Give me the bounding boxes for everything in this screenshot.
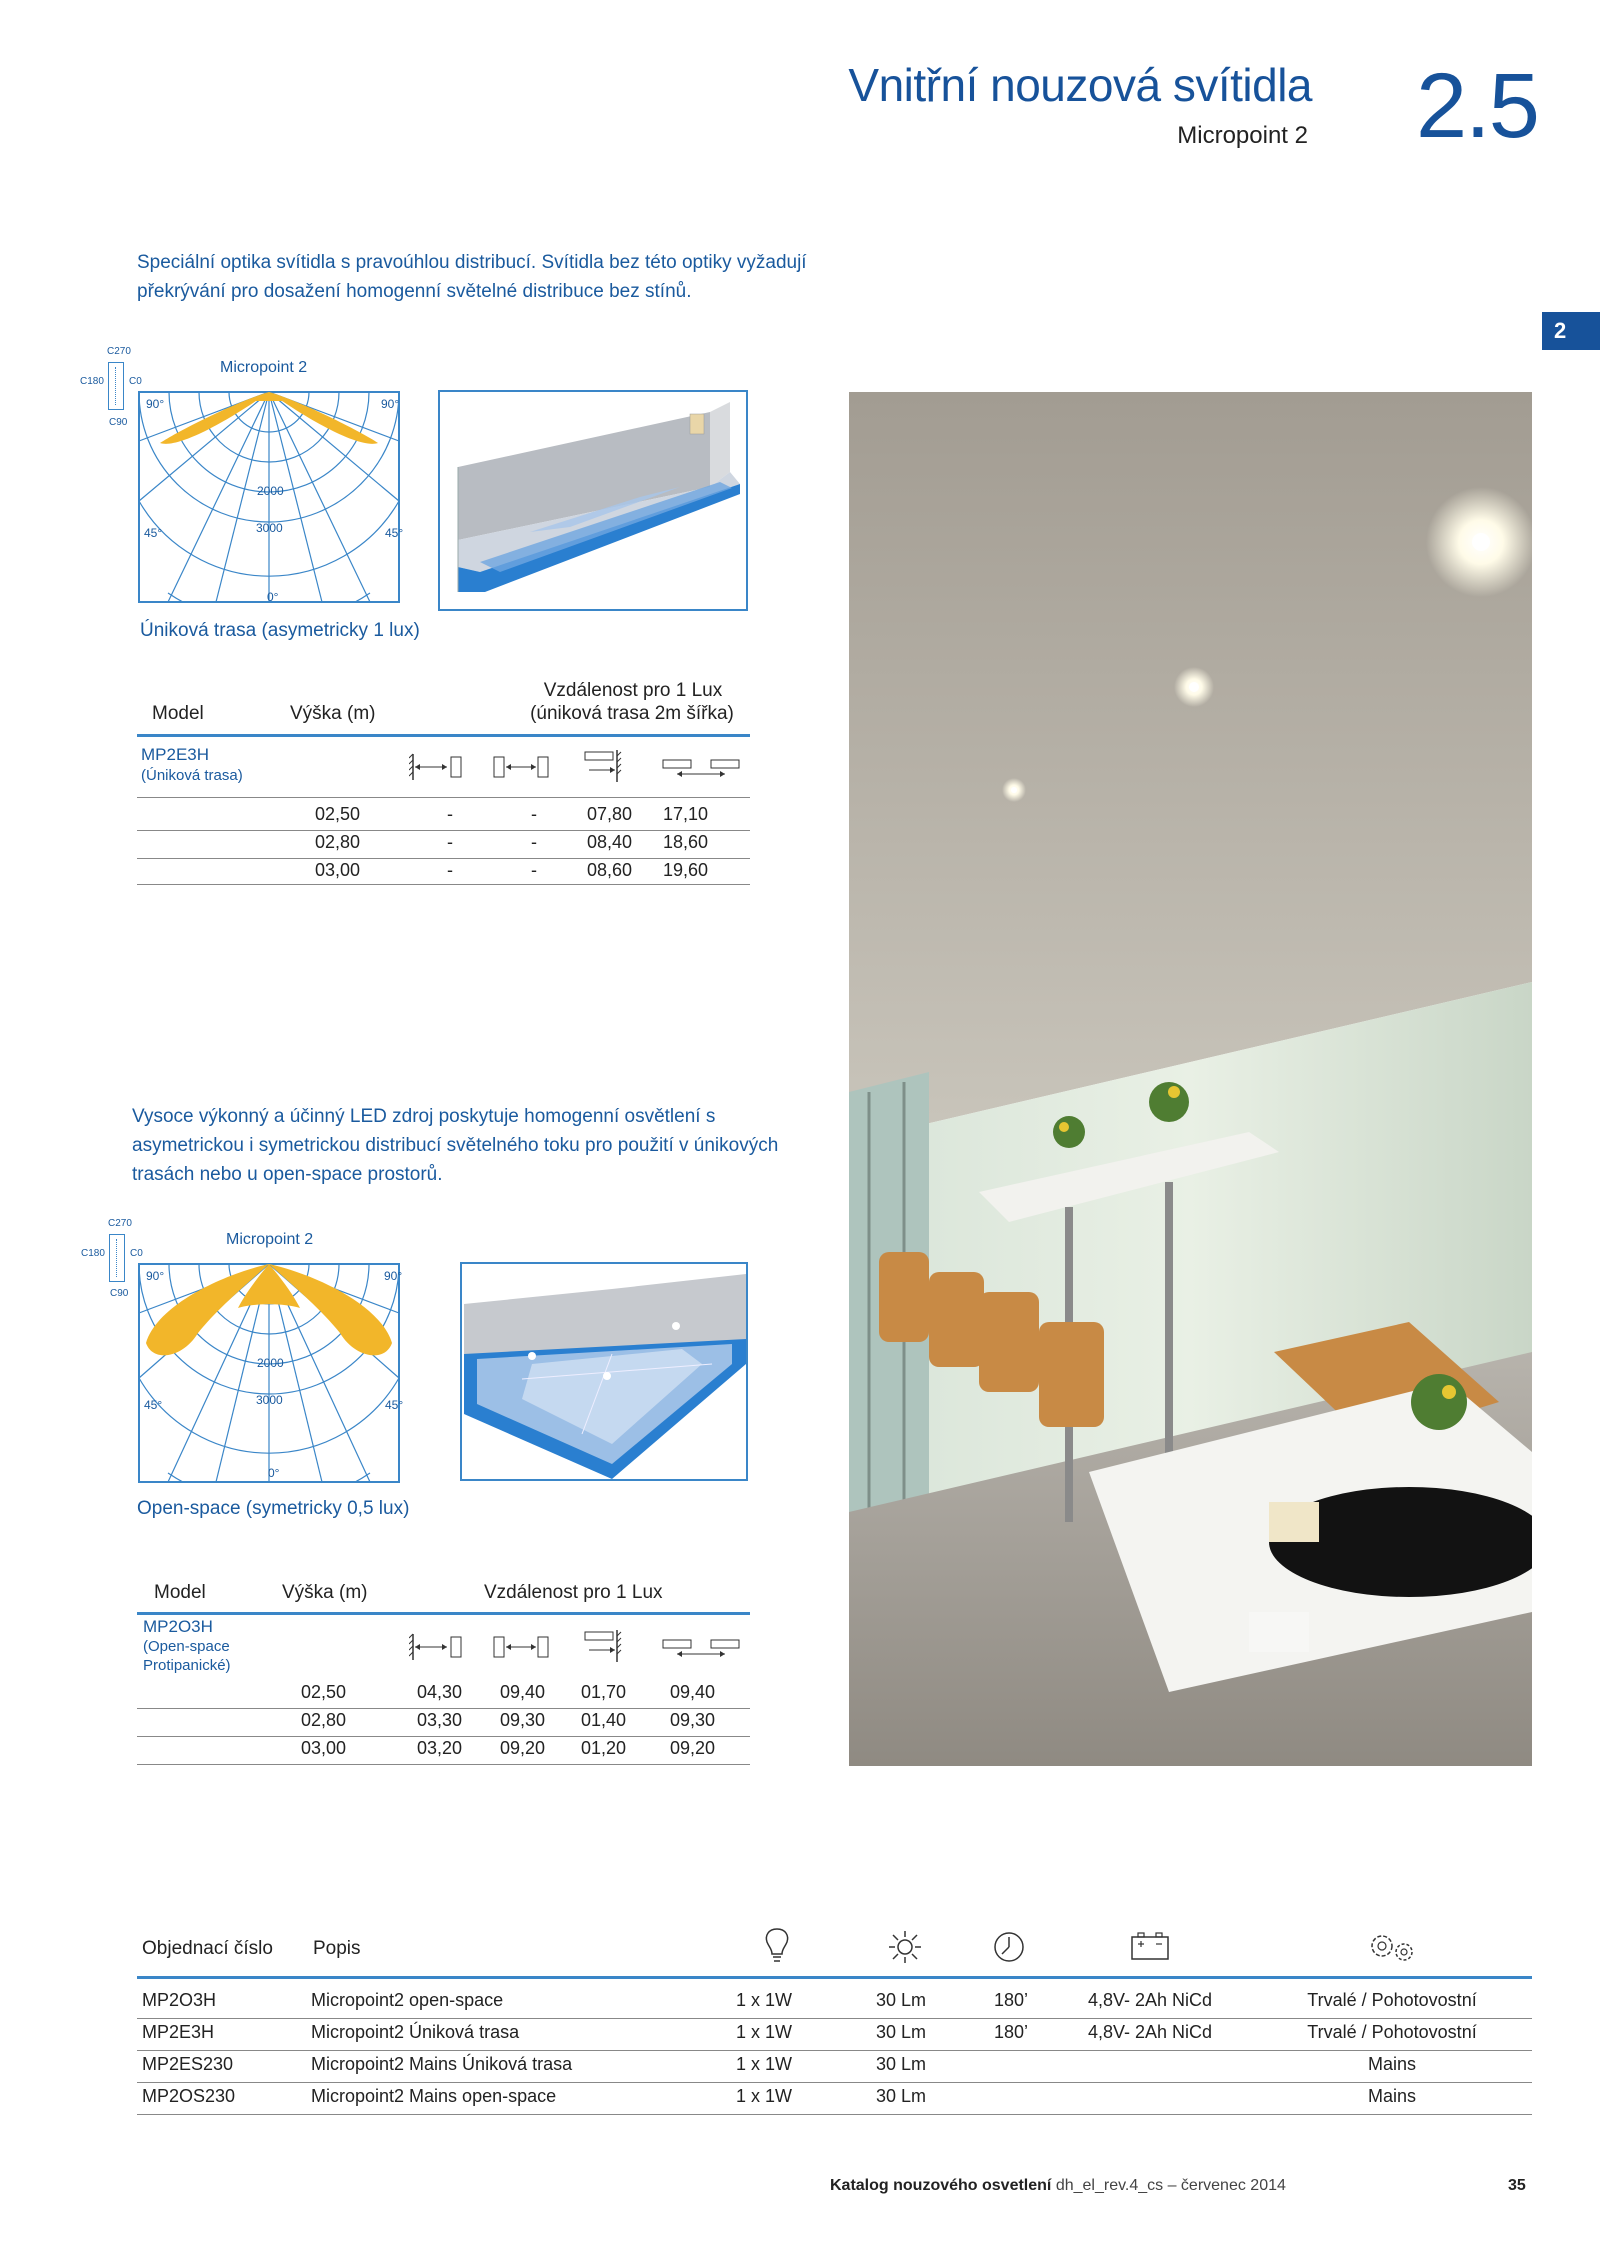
footer-revision: dh_el_rev.4_cs – červenec 2014 xyxy=(1055,2177,1286,2194)
polar-c90: C90 xyxy=(110,1288,129,1299)
order-time: 180’ xyxy=(994,2022,1029,2042)
table1-val-c: 08,40 xyxy=(587,832,633,852)
polar-c90: C90 xyxy=(109,417,128,428)
table2-row-rule xyxy=(137,1736,750,1737)
order-desc: Micropoint2 Úniková trasa xyxy=(311,2022,520,2042)
polar-diagram-2 xyxy=(80,1216,480,1486)
order-time: 180’ xyxy=(994,1990,1029,2010)
polar-left-45: 45° xyxy=(144,526,163,540)
polar-c0: C0 xyxy=(130,1248,143,1259)
table1-val-a: - xyxy=(447,832,453,852)
table1-val-a: - xyxy=(447,804,453,824)
table2-col-height: Výška (m) xyxy=(282,1582,368,1603)
order-lumen: 30 Lm xyxy=(876,1990,927,2010)
luminaire-row-icon xyxy=(661,756,743,780)
table1-val-b: - xyxy=(531,860,537,880)
table2-val-c: 01,70 xyxy=(581,1682,627,1702)
table2-bottom-rule xyxy=(137,1764,750,1765)
table1-col-distance-1: Vzdálenost pro 1 Lux xyxy=(543,680,723,701)
table1-model-code: MP2E3H xyxy=(141,745,210,764)
section2-intro: Vysoce výkonný a účinný LED zdroj poskytuje homogenní osvětlení s asymetrickou i symetrickou distribucí světelného toku pro použití v únikových trasách nebo u open-space prostorů. xyxy=(132,1106,779,1185)
distance-table-open-space xyxy=(137,1582,750,1770)
table1-bottom-rule xyxy=(137,884,750,885)
polar-zero: 0° xyxy=(267,590,279,604)
page-subtitle: Micropoint 2 xyxy=(1177,122,1308,149)
table1-val-c: 07,80 xyxy=(587,804,633,824)
order-code: MP2E3H xyxy=(142,2022,215,2042)
table1-val-b: - xyxy=(531,804,537,824)
polar-left-45: 45° xyxy=(144,1398,163,1412)
polar-c180: C180 xyxy=(80,376,104,387)
page-title: Vnitřní nouzová svítidla xyxy=(848,59,1312,111)
order-desc: Micropoint2 Mains open-space xyxy=(311,2086,557,2106)
polar-ring-3000: 3000 xyxy=(256,1393,283,1407)
luminaire-row-icon xyxy=(661,1636,743,1660)
table1-col-height: Výška (m) xyxy=(290,703,376,724)
order-code: MP2OS230 xyxy=(142,2086,236,2106)
table1-height: 02,50 xyxy=(315,804,361,824)
table2-row xyxy=(137,1682,750,1707)
order-row xyxy=(137,2084,1532,2114)
order-row-rule xyxy=(137,2050,1532,2051)
table1-val-a: - xyxy=(447,860,453,880)
table2-val-d: 09,40 xyxy=(670,1682,716,1702)
table2-col-distance: Vzdálenost pro 1 Lux xyxy=(484,1582,663,1603)
table2-model-desc-1: (Open-space xyxy=(143,1638,230,1655)
polar-left-90: 90° xyxy=(146,1269,165,1283)
section-number: 2.5 xyxy=(1416,55,1538,157)
polar-right-45: 45° xyxy=(385,1398,404,1412)
order-mode: Mains xyxy=(1367,2054,1416,2074)
order-power: 1 x 1W xyxy=(736,2022,793,2042)
order-row xyxy=(137,2020,1532,2050)
polar-right-45: 45° xyxy=(385,526,404,540)
order-desc: Micropoint2 Mains Úniková trasa xyxy=(311,2054,573,2074)
clock-icon xyxy=(992,1930,1026,1964)
order-code: MP2O3H xyxy=(142,1990,217,2010)
table2-col-model: Model xyxy=(154,1582,206,1603)
section1-caption: Úniková trasa (asymetricky 1 lux) xyxy=(140,620,420,641)
table1-row-rule xyxy=(137,797,750,798)
section1-intro: Speciální optika svítidla s pravoúhlou distribucí. Svítidla bez této optiky vyžadují překrývání pro dosažení homogenní světelné distribuce bez stínů. xyxy=(137,252,807,302)
order-row-rule xyxy=(137,2082,1532,2083)
table2-height: 03,00 xyxy=(301,1738,347,1758)
table2-val-d: 09,20 xyxy=(670,1738,716,1758)
table2-val-b: 09,30 xyxy=(500,1710,546,1730)
polar-c270: C270 xyxy=(107,346,131,357)
table1-height: 03,00 xyxy=(315,860,361,880)
polar-diagram-1 xyxy=(80,344,480,604)
order-row xyxy=(137,1988,1532,2018)
distance-table-escape xyxy=(137,680,750,885)
wall-distance-end-icon xyxy=(583,748,623,784)
polar-c0: C0 xyxy=(129,376,142,387)
polar-ring-3000: 3000 xyxy=(256,521,283,535)
footer-catalog: Katalog nouzového osvetlení xyxy=(830,2177,1052,2194)
luminaire-to-luminaire-icon xyxy=(492,752,552,782)
gears-icon xyxy=(1364,1930,1422,1966)
table1-row-rule xyxy=(137,830,750,831)
polar-c270: C270 xyxy=(108,1218,132,1229)
order-desc: Micropoint2 open-space xyxy=(311,1990,504,2010)
table1-row-rule xyxy=(137,858,750,859)
order-power: 1 x 1W xyxy=(736,1990,793,2010)
table1-val-d: 19,60 xyxy=(663,860,709,880)
order-col-code: Objednací číslo xyxy=(142,1938,273,1959)
table2-model-code: MP2O3H xyxy=(143,1617,213,1636)
polar-grid-2 xyxy=(138,1263,403,1483)
order-row-rule xyxy=(137,2018,1532,2019)
table2-val-c: 01,20 xyxy=(581,1738,627,1758)
table1-header-rule xyxy=(137,734,750,737)
table1-height: 02,80 xyxy=(315,832,361,852)
table2-val-d: 09,30 xyxy=(670,1710,716,1730)
product-photo xyxy=(849,392,1532,1766)
polar-title: Micropoint 2 xyxy=(220,359,308,376)
polar-right-90: 90° xyxy=(384,1269,403,1283)
polar-ring-2000: 2000 xyxy=(257,1356,284,1370)
table1-val-b: - xyxy=(531,832,537,852)
table1-row xyxy=(137,860,750,885)
table2-row xyxy=(137,1738,750,1763)
polar-zero: 0° xyxy=(268,1466,280,1480)
polar-c180: C180 xyxy=(81,1248,105,1259)
order-lumen: 30 Lm xyxy=(876,2086,927,2106)
polar-ring-2000: 2000 xyxy=(257,484,284,498)
battery-icon xyxy=(1130,1931,1170,1961)
order-mode: Trvalé / Pohotovostní xyxy=(1307,2022,1477,2042)
table2-header-rule xyxy=(137,1612,750,1615)
table1-val-d: 18,60 xyxy=(663,832,709,852)
order-power: 1 x 1W xyxy=(736,2054,793,2074)
luminaire-to-luminaire-icon xyxy=(492,1632,552,1662)
open-space-illustration xyxy=(460,1262,748,1481)
corridor-illustration xyxy=(438,390,748,611)
table2-model-desc-2: Protipanické) xyxy=(143,1657,231,1674)
wall-to-luminaire-icon xyxy=(409,752,465,782)
page-number: 35 xyxy=(1508,2177,1526,2194)
table1-val-c: 08,60 xyxy=(587,860,633,880)
wall-to-luminaire-icon xyxy=(409,1632,465,1662)
table2-height: 02,80 xyxy=(301,1710,347,1730)
table1-row xyxy=(137,832,750,857)
footer xyxy=(830,2177,1286,2195)
order-lumen: 30 Lm xyxy=(876,2022,927,2042)
order-bottom-rule xyxy=(137,2114,1532,2115)
order-row xyxy=(137,2052,1532,2082)
chapter-tab-label: 2 xyxy=(1554,318,1567,343)
luminaire-outline-icon xyxy=(108,362,124,410)
table2-height: 02,50 xyxy=(301,1682,347,1702)
order-table xyxy=(137,1918,1532,2118)
order-power: 1 x 1W xyxy=(736,2086,793,2106)
table2-row xyxy=(137,1710,750,1735)
order-lumen: 30 Lm xyxy=(876,2054,927,2074)
table2-val-c: 01,40 xyxy=(581,1710,627,1730)
sun-icon xyxy=(888,1930,922,1964)
order-battery: 4,8V- 2Ah NiCd xyxy=(1088,1990,1213,2010)
table1-val-d: 17,10 xyxy=(663,804,709,824)
luminaire-outline-icon xyxy=(109,1234,125,1282)
table2-val-a: 04,30 xyxy=(417,1682,463,1702)
table1-row xyxy=(137,804,750,829)
table2-val-a: 03,30 xyxy=(417,1710,463,1730)
table2-val-b: 09,20 xyxy=(500,1738,546,1758)
order-header-rule xyxy=(137,1976,1532,1979)
order-code: MP2ES230 xyxy=(142,2054,234,2074)
polar-title: Micropoint 2 xyxy=(226,1231,314,1248)
section2-caption: Open-space (symetricky 0,5 lux) xyxy=(137,1498,410,1519)
table1-col-model: Model xyxy=(152,703,204,724)
polar-left-90: 90° xyxy=(146,397,165,411)
polar-right-90: 90° xyxy=(381,397,400,411)
table2-row-rule xyxy=(137,1708,750,1709)
order-mode: Trvalé / Pohotovostní xyxy=(1307,1990,1477,2010)
table1-model-desc: (Úniková trasa) xyxy=(141,767,243,784)
lamp-icon xyxy=(762,1926,792,1966)
order-mode: Mains xyxy=(1367,2086,1416,2106)
table2-val-a: 03,20 xyxy=(417,1738,463,1758)
order-col-desc: Popis xyxy=(313,1938,361,1959)
table2-val-b: 09,40 xyxy=(500,1682,546,1702)
chapter-tab[interactable] xyxy=(1542,312,1600,350)
wall-distance-end-icon xyxy=(583,1628,623,1664)
table1-col-distance-2: (úniková trasa 2m šířka) xyxy=(530,703,734,724)
order-battery: 4,8V- 2Ah NiCd xyxy=(1088,2022,1213,2042)
